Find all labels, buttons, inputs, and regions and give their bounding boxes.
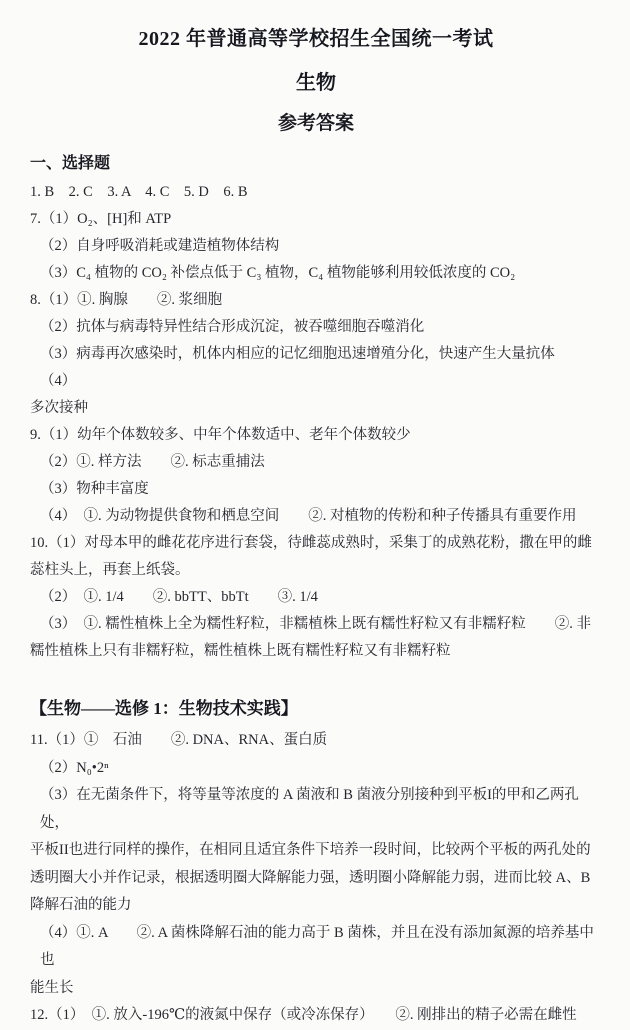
- answer-line-q12-1: 12.（1） ①. 放入-196℃的液氮中保存（或冷冻保存） ②. 刚排出的精子必需在雌性: [30, 1007, 577, 1023]
- answer-line-q10-1: 10.（1）对母本甲的雌花花序进行套袋，待雌蕊成熟时，采集丁的成熟花粉，撒在甲的雌: [30, 535, 592, 551]
- answer-line-q11-3-cont-3: 降解石油的能力: [30, 897, 132, 913]
- answer-line-choices-1-6: 1. B 2. C 3. A 4. C 5. D 6. B: [30, 184, 248, 200]
- section-heading-multiple-choice: 一、选择题: [30, 155, 111, 172]
- answer-line-q10-3: （3） ①. 糯性植株上全为糯性籽粒，非糯植株上既有糯性籽粒又有非糯籽粒 ②. 非: [40, 616, 591, 632]
- answer-line-q8-4-cont: 多次接种: [30, 400, 88, 416]
- answer-line-q9-4: （4） ①. 为动物提供食物和栖息空间 ②. 对植物的传粉和种子传播具有重要作用: [40, 508, 577, 524]
- answer-line-q8-1: 8.（1）①. 胸腺 ②. 浆细胞: [30, 292, 223, 308]
- answer-line-q7-1: 7.（1）O₂、[H]和 ATP: [30, 211, 172, 227]
- subject-title: 生物: [296, 72, 336, 94]
- answer-line-q7-3: （3）C₄ 植物的 CO₂ 补偿点低于 C₃ 植物，C₄ 植物能够利用较低浓度的 CO₂: [40, 265, 516, 281]
- answer-line-q11-2: （2）N₀•2ⁿ: [40, 759, 109, 776]
- answer-line-q11-4: （4）①. A ②. A 菌株降解石油的能力高于 B 菌株，并且在没有添加氮源的培养基中也: [40, 924, 594, 968]
- answer-line-q9-3: （3）物种丰富度: [40, 481, 149, 497]
- answer-line-q11-3-cont-1: 平板II也进行同样的操作，在相同且适宜条件下培养一段时间，比较两个平板的两孔处的: [30, 842, 591, 858]
- answer-line-q10-1-cont: 蕊柱头上，再套上纸袋。: [30, 562, 190, 578]
- answer-line-q9-2: （2）①. 样方法 ②. 标志重捕法: [40, 454, 265, 470]
- answer-line-q10-3-cont: 糯性植株上只有非糯籽粒，糯性植株上既有糯性籽粒又有非糯籽粒: [30, 643, 451, 659]
- answer-key-title: 参考答案: [277, 113, 354, 134]
- answer-line-q11-1: 11.（1）① 石油 ②. DNA、RNA、蛋白质: [30, 732, 328, 748]
- section-heading-elective-1: 【生物——选修 1：生物技术实践】: [30, 699, 298, 718]
- answer-line-q8-2: （2）抗体与病毒特异性结合形成沉淀，被吞噬细胞吞噬消化: [40, 319, 425, 335]
- answer-line-q10-2: （2） ①. 1/4 ②. bbTT、bbTt ③. 1/4: [40, 589, 318, 605]
- exam-title: 2022 年普通高等学校招生全国统一考试: [138, 28, 494, 50]
- answer-line-q7-2: （2）自身呼吸消耗或建造植物体结构: [40, 238, 280, 254]
- answer-line-q11-3: （3）在无菌条件下，将等量等浓度的 A 菌液和 B 菌液分别接种到平板I的甲和乙两孔处，: [40, 787, 579, 831]
- answer-line-q11-3-cont-2: 透明圈大小并作记录，根据透明圈大降解能力强，透明圈小降解能力弱，进而比较 A、B: [30, 869, 591, 886]
- answer-line-q9-1: 9.（1）幼年个体数较多、中年个体数适中、老年个体数较少: [30, 427, 411, 443]
- answer-line-q8-3: （3）病毒再次感染时，机体内相应的记忆细胞迅速增殖分化，快速产生大量抗体 （4）: [40, 346, 584, 389]
- answer-line-q11-4-cont: 能生长: [30, 979, 74, 996]
